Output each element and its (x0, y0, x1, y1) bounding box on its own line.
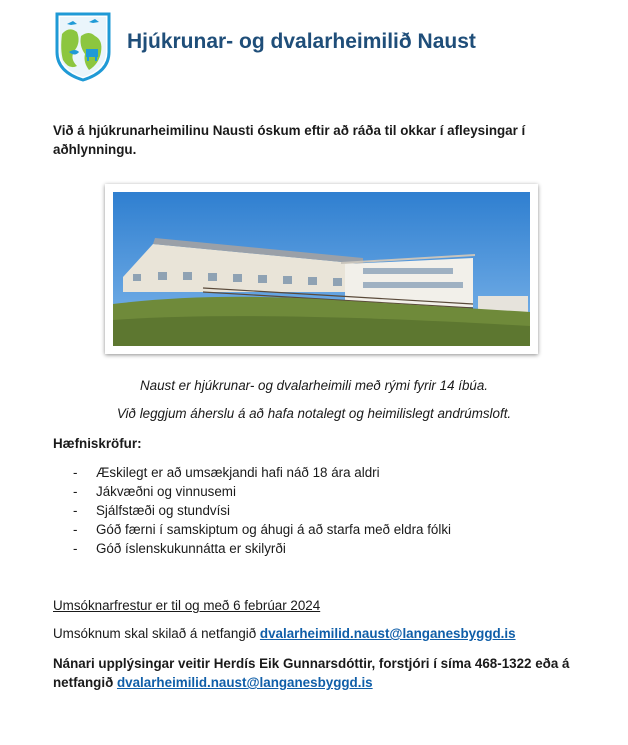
list-item: - Jákvæðni og vinnusemi (73, 484, 236, 499)
nursing-home-image (113, 192, 530, 346)
photo-caption-atmosphere: Við leggjum áherslu á að hafa notalegt og heimilislegt andrúmsloft. (116, 406, 512, 421)
contact-info: Nánari upplýsingar veitir Herdís Eik Gunnarsdóttir, forstjóri í síma 468-1322 eða á netfangið dvalarheimilid.naust@langanesbyggd.is (53, 656, 570, 690)
header (55, 12, 615, 84)
application-deadline: Umsóknarfrestur er til og með 6 febrúar 2024 (53, 598, 321, 613)
intro-text: Við á hjúkrunarheimilinu Nausti óskum eftir að ráða til okkar í afleysingar í aðhlynningu. (53, 123, 526, 157)
municipality-crest-logo (55, 12, 111, 82)
page-title: Hjúkrunar- og dvalarheimilið Naust (127, 30, 476, 53)
requirements-list (73, 463, 451, 558)
list-item: - Góð íslenskukunnátta er skilyrði (73, 541, 286, 556)
building-photo (105, 184, 538, 354)
photo-caption-capacity: Naust er hjúkrunar- og dvalarheimili með rými fyrir 14 íbúa. (139, 378, 489, 393)
list-item: - Góð færni í samskiptum og áhugi á að starfa með eldra fólki (73, 522, 452, 537)
requirements-heading: Hæfniskröfur: (53, 436, 142, 451)
submission-instructions: Umsóknum skal skilað á netfangið dvalarheimilid.naust@langanesbyggd.is (53, 626, 516, 641)
contact-email-link[interactable]: dvalarheimilid.naust@langanesbyggd.is (116, 675, 373, 690)
list-item: - Æskilegt er að umsækjandi hafi náð 18 ára aldri (73, 465, 380, 480)
submit-email-link[interactable]: dvalarheimilid.naust@langanesbyggd.is (259, 626, 516, 641)
list-item: - Sjálfstæði og stundvísi (73, 503, 230, 518)
